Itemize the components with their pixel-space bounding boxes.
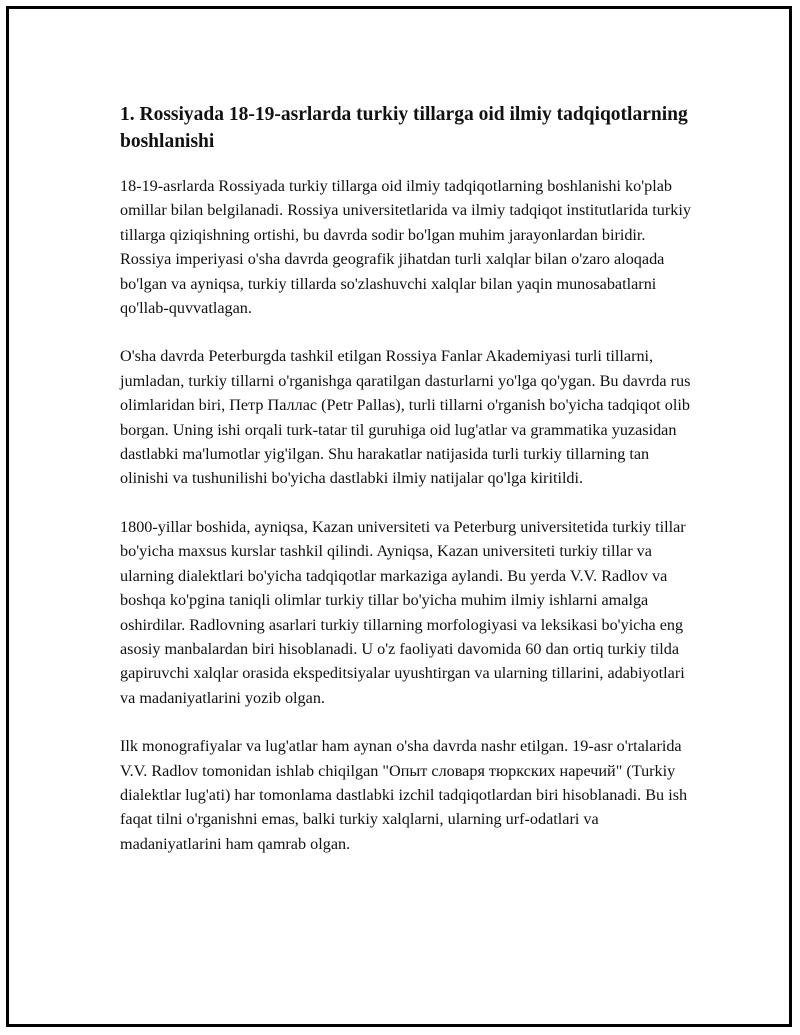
document-body <box>120 101 700 880</box>
paragraph-1: 18-19-asrlarda Rossiyada turkiy tillarga oid ilmiy tadqiqotlarning boshlanishi ko'plab omillar bilan belgilanadi. Rossiya universitetlarida va ilmiy tadqiqot institutlarida turkiy tillarga qiziqishning ortishi, bu davrda sodir bo'lgan muhim jarayonlardan biridir. Rossiya imperiyasi o'sha davrda geografik jihatdan turli xalqlar bilan o'zaro aloqada bo'lgan va ayniqsa, turkiy tillarda so'zlashuvchi xalqlar bilan yaqin munosabatlarni qo'llab-quvvatlagan. <box>120 177 691 318</box>
paragraph-3: 1800-yillar boshida, ayniqsa, Kazan universiteti va Peterburg universitetida turkiy tillar bo'yicha maxsus kurslar tashkil qilindi. Ayniqsa, Kazan universiteti turkiy tillar va ularning dialektlari bo'yicha tadqiqotlar markaziga aylandi. Bu yerda V.V. Radlov va boshqa ko'pgina taniqli olimlar turkiy tillar bo'yicha muhim ilmiy ishlarni amalga oshirdilar. Radlovning asarlari turkiy tillarning morfologiyasi va leksikasi bo'yicha eng asosiy manbalardan biri hisoblanadi. U o'z faoliyati davomida 60 dan ortiq turkiy tilda gapiruvchi xalqlar orasida ekspeditsiyalar uyushtirgan va ularning tillarini, adabiyotlari va madaniyatlarini yozib olgan. <box>120 517 686 707</box>
section-heading: 1. Rossiyada 18-19-asrlarda turkiy tillarga oid ilmiy tadqiqotlarning boshlanishi <box>120 104 688 152</box>
paragraph-2: O'sha davrda Peterburgda tashkil etilgan Rossiya Fanlar Akademiyasi turli tillarni, jumladan, turkiy tillarni o'rganishga qaratilgan dasturlarni yo'lga qo'ygan. Bu davrda rus olimlaridan biri, Петр Паллас (Petr Pallas), turli tillarni o'rganish bo'yicha tadqiqot olib borgan. Uning ishi orqali turk-tatar til guruhiga oid lug'atlar va grammatika yuzasidan dastlabki ma'lumotlar yig'ilgan. Shu harakatlar natijasida turli turkiy tillarning tan olinishi va tushunilishi bo'yicha dastlabki ilmiy natijalar qo'lga kiritildi. <box>120 347 691 488</box>
page-frame <box>6 6 792 1027</box>
paragraph-4: Ilk monografiyalar va lug'atlar ham aynan o'sha davrda nashr etilgan. 19-asr o'rtalarida V.V. Radlov tomonidan ishlab chiqilgan "Опыт словаря тюркских наречий" (Turkiy dialektlar lug'ati) har tomonlama dastlabki izchil tadqiqotlardan biri hisoblanadi. Bu ish faqat tilni o'rganishni emas, balki turkiy xalqlarni, ularning urf-odatlari va madaniyatlarini ham qamrab olgan. <box>120 737 688 853</box>
